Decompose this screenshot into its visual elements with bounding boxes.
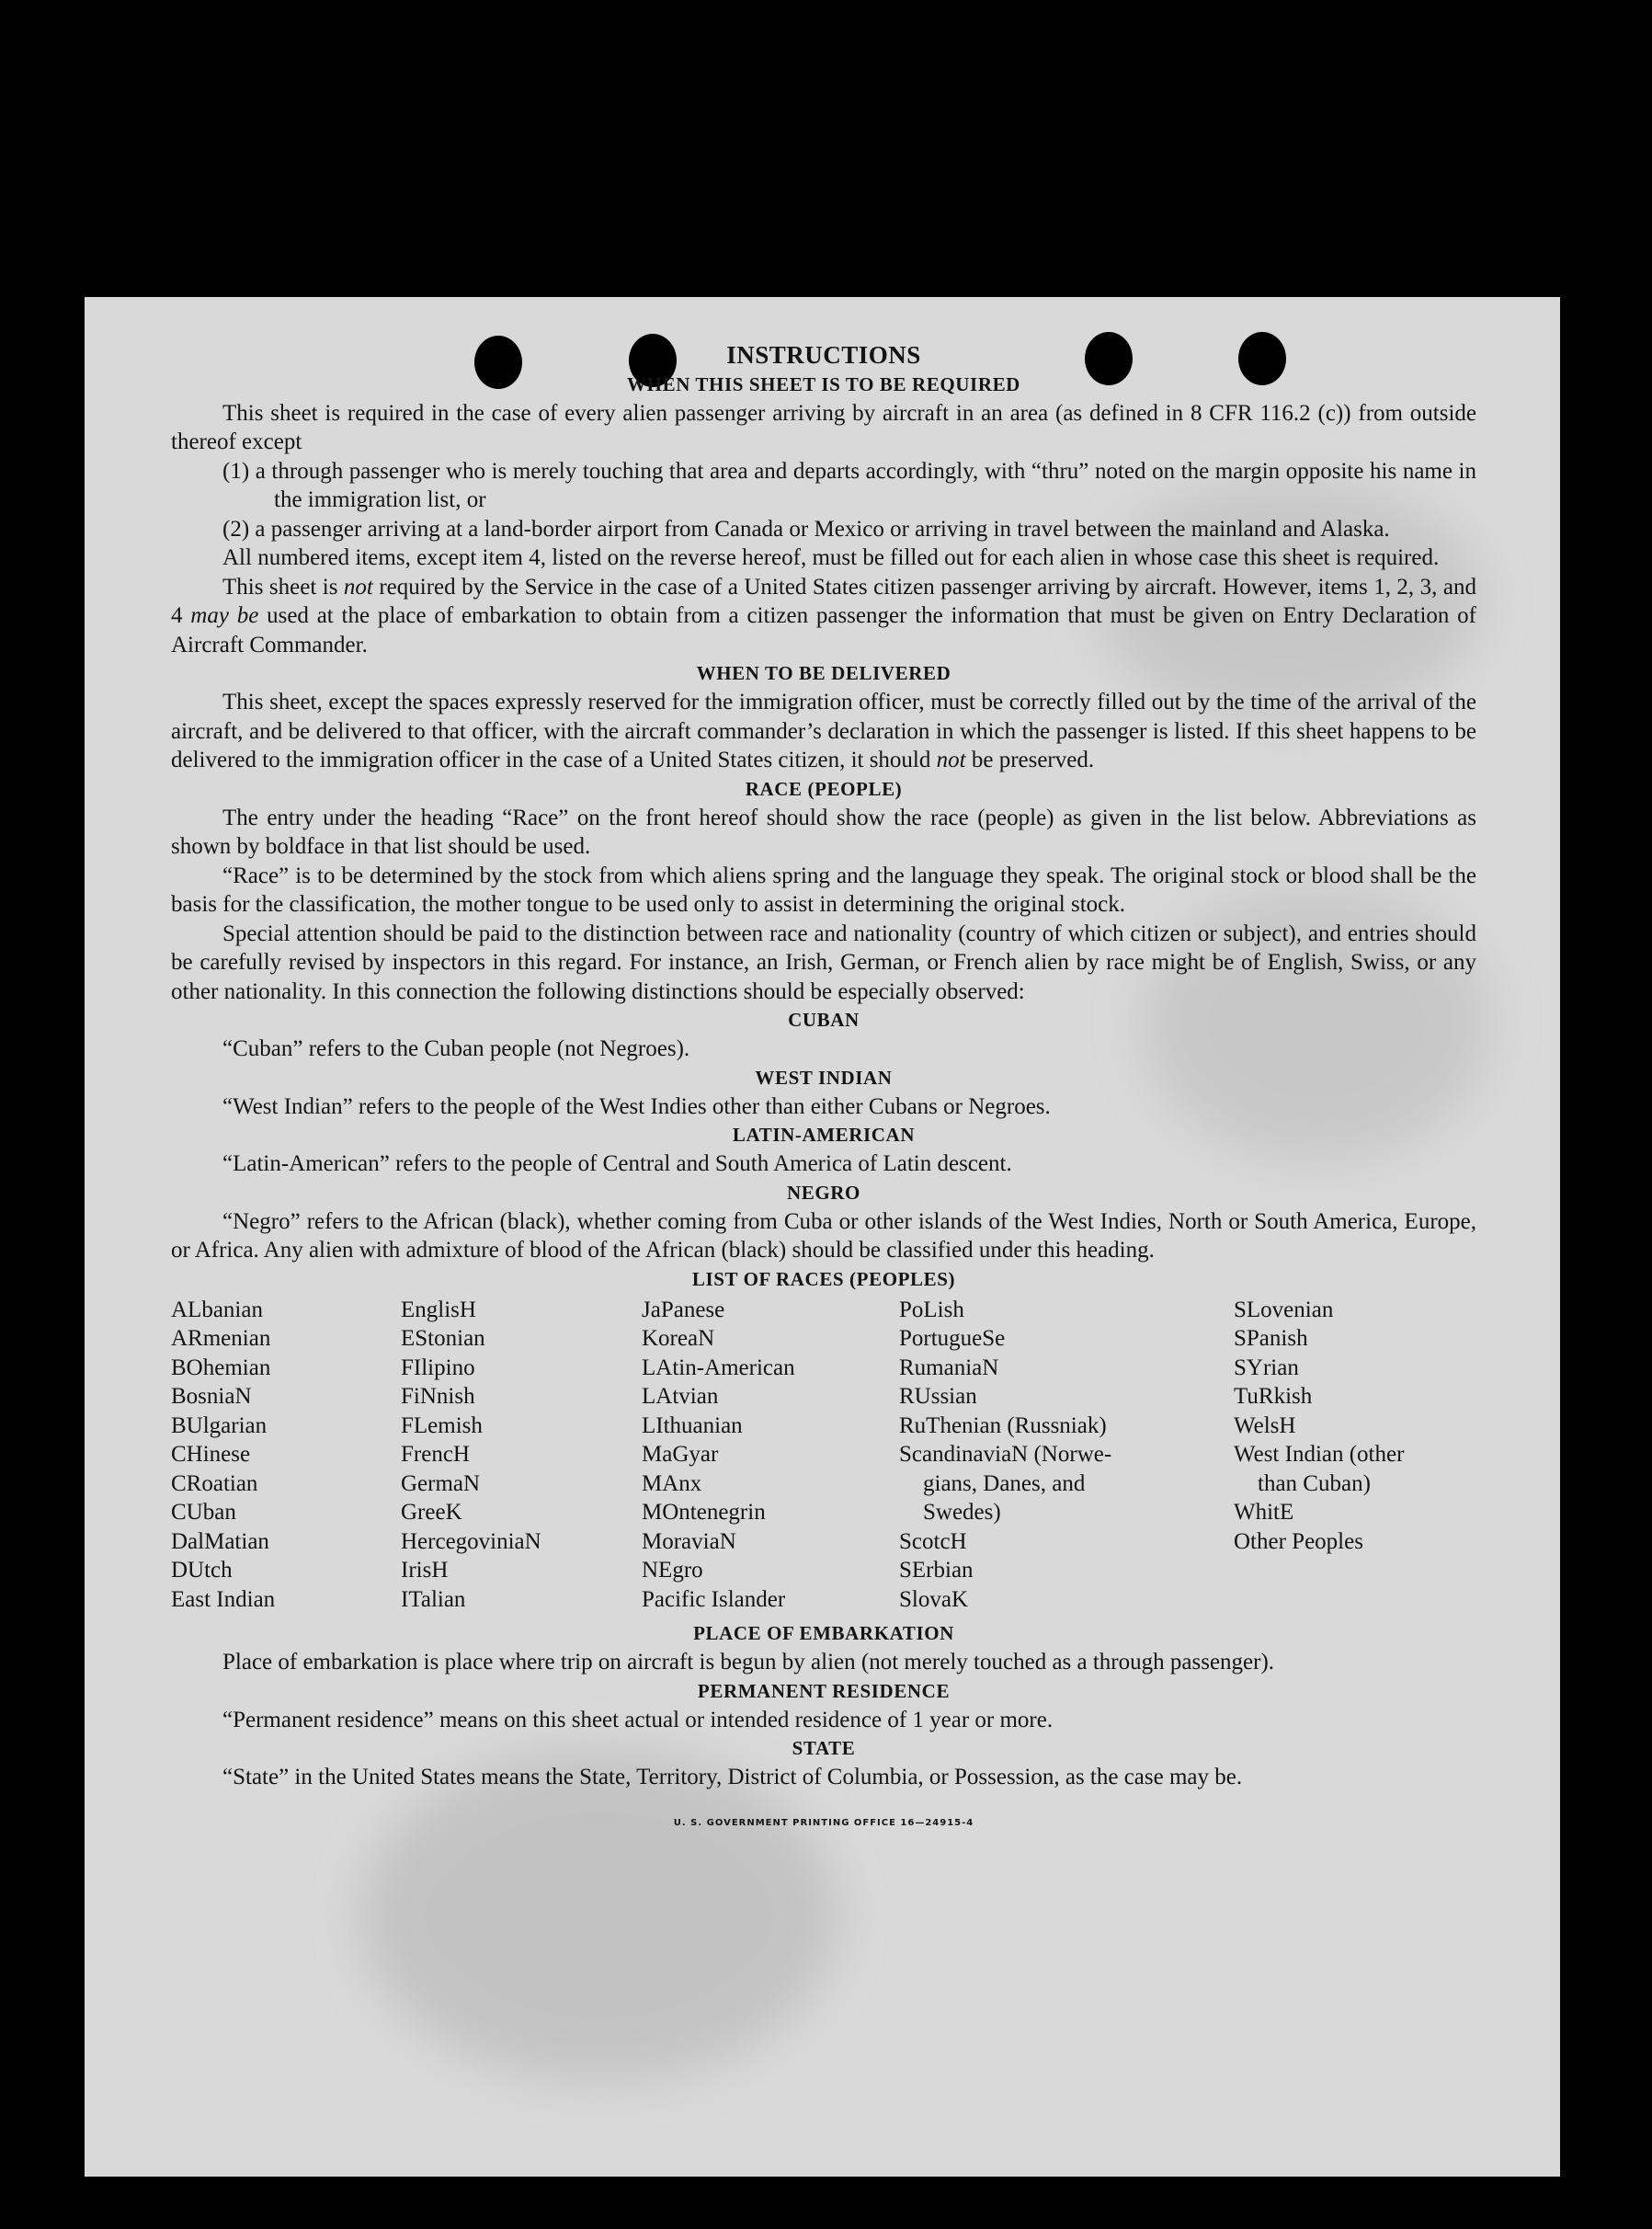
paragraph: “Latin-American” refers to the people of Central and South America of Latin descent.: [222, 1151, 1012, 1176]
paragraph-text: This sheet, except the spaces expressly reserved for the immigration officer, must be correctly filled out by the time of the arrival of the aircraft, and be delivered to that officer, with the aircraft commander’s declaration in which the passenger is listed. If this sheet happens to be delivered to the immigration officer in the case of a United States citizen, it should: [171, 690, 1476, 772]
races-column: [642, 1296, 899, 1615]
paragraph: All numbered items, except item 4, listed on the reverse hereof, must be filled out for each alien in whose case this sheet is required.: [222, 545, 1440, 570]
paragraph: “State” in the United States means the State, Territory, District of Columbia, or Possession, as the case may be.: [222, 1765, 1243, 1789]
paragraph: “Permanent residence” means on this sheet actual or intended residence of 1 year or more.: [222, 1707, 1054, 1732]
race-item: RuThenian (Russniak): [899, 1412, 1107, 1438]
page-title: INSTRUCTIONS: [726, 341, 921, 369]
race-item: BOhemian: [171, 1355, 271, 1380]
paragraph: [171, 573, 1476, 660]
paragraph: “West Indian” refers to the people of the West Indies other than either Cubans or Negroes.: [222, 1093, 1051, 1119]
race-item: BosniaN: [171, 1384, 252, 1409]
race-item: FIlipino: [401, 1355, 475, 1380]
race-item: CUban: [171, 1500, 236, 1525]
race-item: EStonian: [401, 1326, 485, 1351]
race-item: Swedes): [923, 1500, 1001, 1525]
race-item: RUssian: [899, 1384, 977, 1409]
race-item: CHinese: [171, 1442, 251, 1467]
emphasis-text: may be: [190, 603, 259, 628]
heading-when-required: WHEN THIS SHEET IS TO BE REQUIRED: [627, 372, 1020, 395]
race-item: JaPanese: [642, 1297, 725, 1322]
race-item: LIthuanian: [642, 1412, 743, 1438]
document-page: [85, 297, 1560, 2177]
race-item: PortugueSe: [899, 1326, 1006, 1351]
race-item: East Indian: [171, 1586, 276, 1612]
race-item: LAtin-American: [642, 1355, 795, 1380]
races-column: [1234, 1296, 1476, 1615]
heading-latin-american: LATIN-AMERICAN: [732, 1124, 916, 1146]
paragraph: [171, 688, 1476, 775]
race-item: IrisH: [401, 1558, 449, 1583]
race-item: Pacific Islander: [642, 1586, 786, 1612]
race-item: EnglisH: [401, 1297, 476, 1322]
race-item: FiNnish: [401, 1384, 475, 1409]
race-item: GreeK: [401, 1500, 462, 1525]
races-column: [899, 1296, 1234, 1615]
race-item: FrencH: [401, 1442, 470, 1467]
race-item: MaGyar: [642, 1442, 719, 1467]
paragraph: “Cuban” refers to the Cuban people (not Negroes).: [222, 1036, 690, 1061]
race-item: MOntenegrin: [642, 1500, 766, 1525]
race-item: CRoatian: [171, 1470, 258, 1496]
race-item: ScotcH: [899, 1528, 967, 1554]
heading-cuban: CUBAN: [788, 1009, 860, 1031]
race-item: WhitE: [1234, 1500, 1294, 1525]
races-column: [171, 1296, 401, 1615]
heading-embarkation: PLACE OF EMBARKATION: [693, 1622, 954, 1644]
race-item: SlovaK: [899, 1586, 968, 1612]
emphasis-text: not: [343, 574, 373, 600]
emphasis-text: not: [936, 748, 966, 772]
race-item: BUlgarian: [171, 1412, 268, 1438]
race-item: HercegoviniaN: [401, 1528, 541, 1554]
paragraph: (2) a passenger arriving at a land-border airport from Canada or Mexico or arriving in travel between the mainland and Alaska.: [222, 516, 1390, 542]
paragraph-text: required by the Service in the case of a United States citizen passenger arriving by aircraft. However, items 1, 2, 3, and 4: [171, 574, 1476, 628]
race-item: KoreaN: [642, 1326, 715, 1351]
race-item: PoLish: [899, 1297, 964, 1322]
paragraph: This sheet is required in the case of every alien passenger arriving by aircraft in an area (as defined in 8 CFR 116.2 (c)) from outside thereof except: [171, 400, 1476, 454]
paragraph-text: be preserved.: [965, 748, 1095, 772]
race-item: SErbian: [899, 1558, 974, 1583]
race-item: NEgro: [642, 1558, 703, 1583]
paragraph-text: used at the place of embarkation to obtain from a citizen passenger the information that must be given on Entry Declaration of Aircraft Commander.: [171, 603, 1477, 657]
paragraph: Place of embarkation is place where trip on aircraft is begun by alien (not merely touched as a through passenger).: [222, 1650, 1275, 1675]
race-item: TuRkish: [1234, 1384, 1313, 1409]
race-item: RumaniaN: [899, 1355, 999, 1380]
heading-race: RACE (PEOPLE): [745, 777, 903, 800]
paragraph: The entry under the heading “Race” on the front hereof should show the race (people) as given in the list below. Abbreviations as shown by boldface in that list should be used.: [171, 805, 1476, 859]
paragraph-text: This sheet is: [222, 574, 344, 600]
instructions-text: [171, 341, 1476, 1837]
race-item: MAnx: [642, 1470, 702, 1496]
race-item: SLovenian: [1234, 1297, 1334, 1322]
race-item: WelsH: [1234, 1412, 1296, 1438]
heading-list-of-races: LIST OF RACES (PEOPLES): [691, 1267, 956, 1290]
race-item: LAtvian: [642, 1384, 719, 1409]
races-column: [401, 1296, 642, 1615]
paragraph: “Race” is to be determined by the stock from which aliens spring and the language they speak. The original stock or blood shall be the basis for the classification, the mother tongue to be used only to assist in determining the original stock.: [171, 863, 1476, 917]
race-item: DalMatian: [171, 1528, 269, 1554]
race-item: than Cuban): [1258, 1470, 1371, 1496]
race-item: GermaN: [401, 1470, 481, 1496]
heading-when-delivered: WHEN TO BE DELIVERED: [696, 662, 951, 684]
heading-state: STATE: [792, 1737, 856, 1759]
race-item: ALbanian: [171, 1297, 263, 1322]
heading-residence: PERMANENT RESIDENCE: [697, 1679, 951, 1702]
paragraph: (1) a through passenger who is merely touching that area and departs accordingly, with “thru” noted on the margin opposite his name in the immigration list, or: [222, 458, 1476, 512]
race-item: FLemish: [401, 1412, 483, 1438]
heading-west-indian: WEST INDIAN: [755, 1066, 893, 1089]
printer-imprint: U. S. GOVERNMENT PRINTING OFFICE 16—24915-4: [673, 1817, 974, 1828]
race-item: ScandinaviaN (Norwe-: [899, 1442, 1112, 1467]
races-list: [171, 1296, 1476, 1615]
heading-negro: NEGRO: [786, 1181, 860, 1204]
race-item: Other Peoples: [1234, 1528, 1363, 1554]
race-item: SYrian: [1234, 1355, 1299, 1380]
race-item: MoraviaN: [642, 1528, 736, 1554]
race-item: ARmenian: [171, 1326, 271, 1351]
race-item: West Indian (other: [1234, 1442, 1405, 1467]
paragraph: Special attention should be paid to the distinction between race and nationality (country of which citizen or subject), and entries should be carefully revised by inspectors in this regard. For instance, an Irish, German, or French alien by race might be of English, Swiss, or any other nationality. In this connection the following distinctions should be especially observed:: [171, 920, 1476, 1004]
paragraph: “Negro” refers to the African (black), whether coming from Cuba or other islands of the West Indies, North or South America, Europe, or Africa. Any alien with admixture of blood of the African (black) should be classified under this heading.: [171, 1208, 1476, 1263]
race-item: gians, Danes, and: [923, 1470, 1086, 1496]
race-item: DUtch: [171, 1558, 233, 1583]
race-item: ITalian: [401, 1586, 466, 1612]
race-item: SPanish: [1234, 1326, 1308, 1351]
